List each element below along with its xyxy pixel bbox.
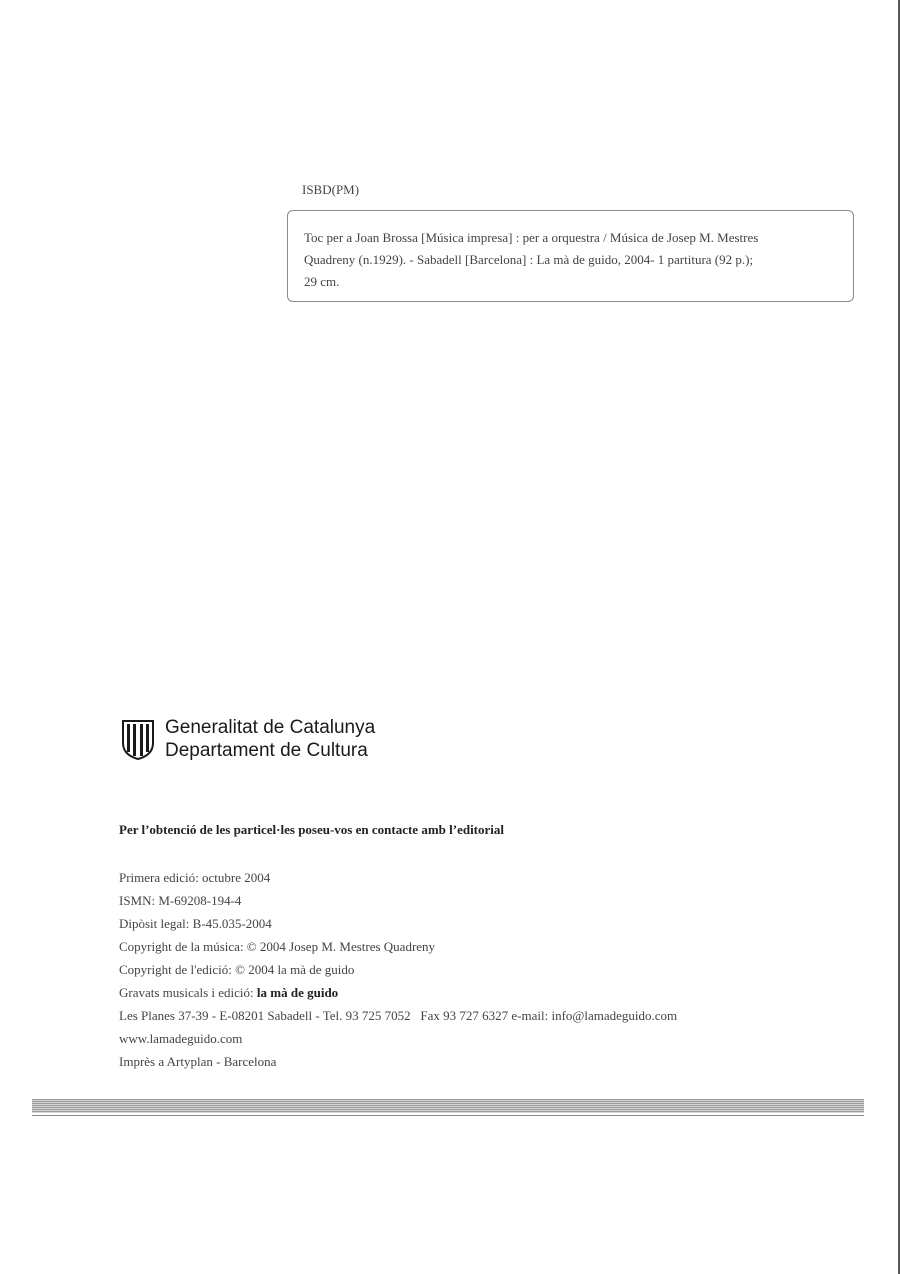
logo-line-generalitat: Generalitat de Catalunya	[165, 717, 376, 738]
music-copyright: Copyright de la música: © 2004 Josep M. Mestres Quadreny	[119, 939, 436, 954]
publisher-website: www.lamadeguido.com	[119, 1031, 243, 1046]
engraving-prefix: Gravats musicals i edició:	[119, 985, 257, 1000]
generalitat-logo	[119, 716, 375, 762]
generalitat-coat-of-arms-icon	[119, 717, 157, 761]
legal-deposit: Dipòsit legal: B-45.035-2004	[119, 916, 272, 931]
publisher-address: Les Planes 37-39 - E-08201 Sabadell - Tel. 93 725 7052 Fax 93 727 6327 e-mail: info@lamadeguido.com	[119, 1008, 678, 1023]
logo-line-department: Departament de Cultura	[165, 740, 368, 761]
footer-decorative-bar	[32, 1099, 864, 1113]
printer-credit: Imprès a Artyplan - Barcelona	[119, 1054, 277, 1069]
ismn: ISMN: M-69208-194-4	[119, 893, 242, 908]
edition-copyright: Copyright de l'edició: © 2004 la mà de guido	[119, 962, 355, 977]
credits-block	[119, 866, 677, 1073]
isbd-label: ISBD(PM)	[302, 182, 360, 197]
isbd-line: 29 cm.	[304, 274, 340, 289]
isbd-line: Quadreny (n.1929). - Sabadell [Barcelona] : La mà de guido, 2004- 1 partitura (92 p.);	[304, 252, 754, 267]
first-edition: Primera edició: octubre 2004	[119, 870, 271, 885]
parts-contact-note: Per l’obtenció de les particel·les poseu-vos en contacte amb l’editorial	[119, 822, 504, 837]
isbd-line: Toc per a Joan Brossa [Música impresa] : per a orquestra / Música de Josep M. Mestres	[304, 230, 759, 245]
engraving-credit	[119, 981, 677, 1004]
footer-rule	[32, 1115, 864, 1116]
logo-text	[165, 716, 375, 762]
engraving-publisher-name: la mà de guido	[256, 985, 339, 1000]
isbd-record-box	[287, 210, 854, 302]
